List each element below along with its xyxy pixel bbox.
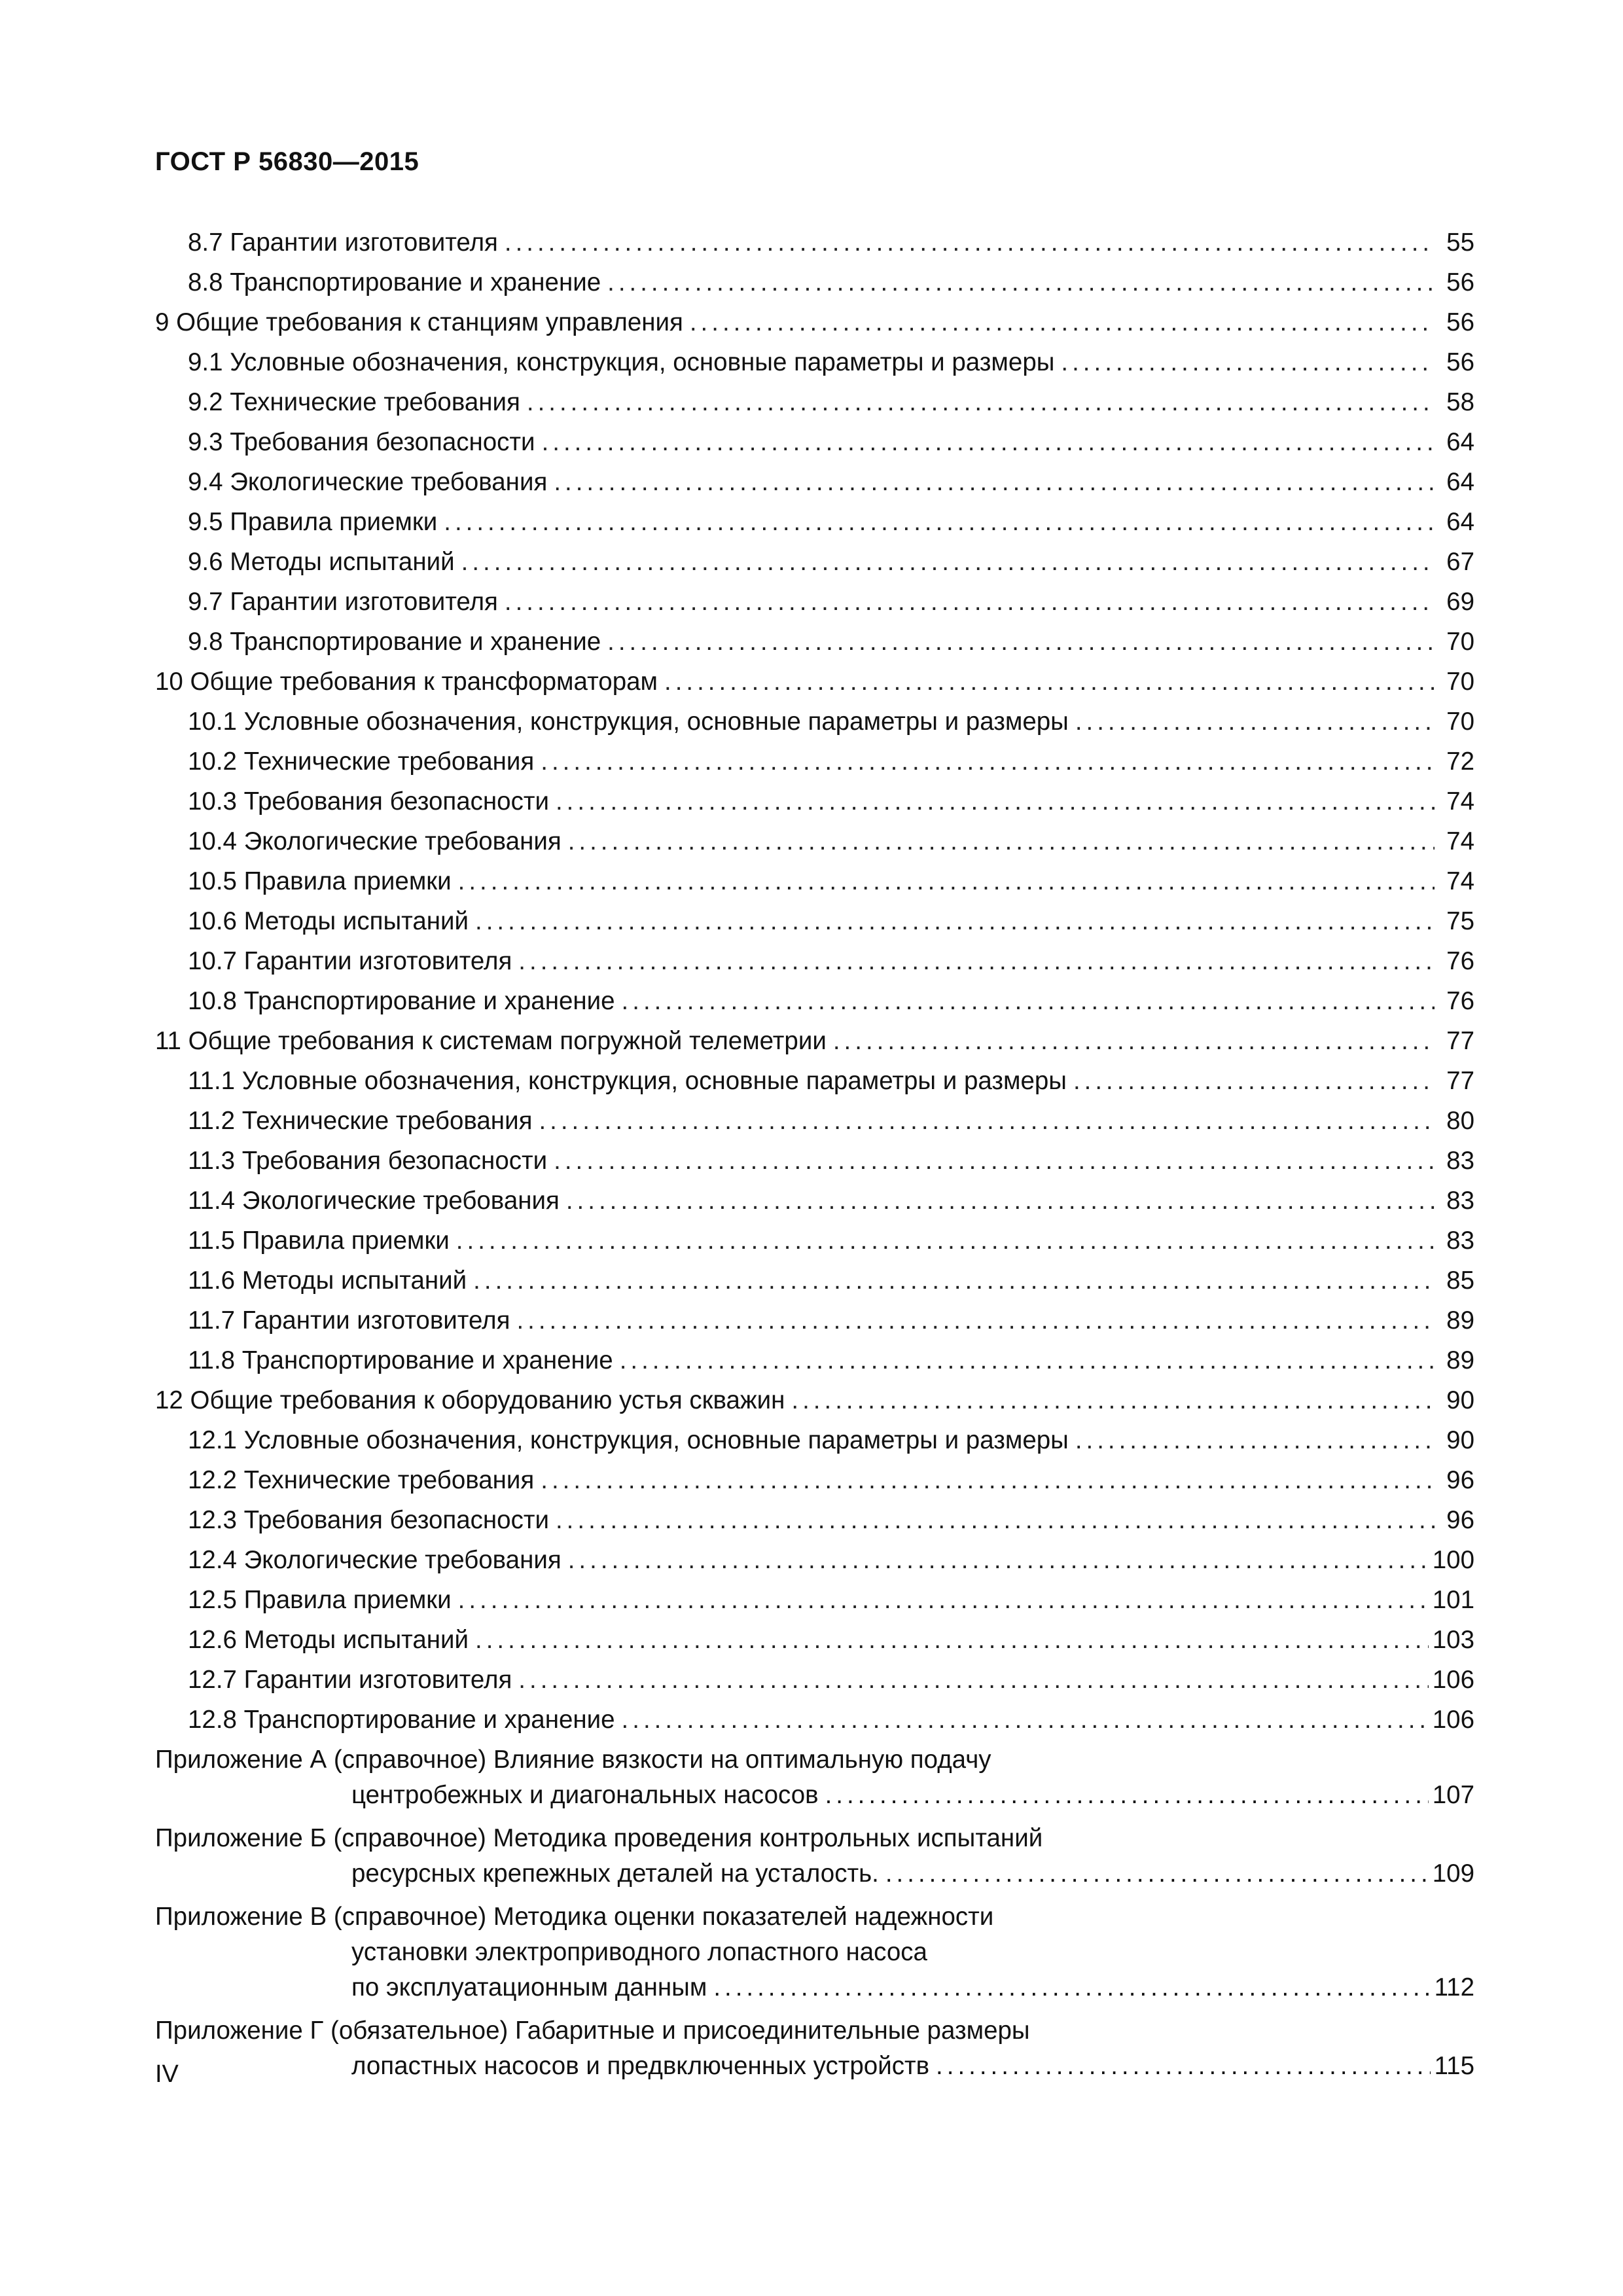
toc-appendix-entry[interactable] [155, 2013, 1474, 2084]
appendix-title-line: Приложение А (справочное) Влияние вязкости на оптимальную подачу [155, 1746, 991, 1774]
toc-page-number: 107 [1432, 1781, 1474, 1809]
toc-page-number: 77 [1446, 1027, 1474, 1055]
toc-subsection-entry[interactable] [155, 742, 1474, 781]
toc-subsection-entry[interactable] [155, 542, 1474, 582]
toc-entry-label: 12.7 Гарантии изготовителя [188, 1666, 512, 1694]
toc-entry-label: 9.3 Требования безопасности [188, 428, 535, 456]
dot-leader [518, 941, 1435, 981]
toc-page-number: 80 [1446, 1107, 1474, 1135]
toc-subsection-entry[interactable] [155, 781, 1474, 821]
toc-subsection-entry[interactable] [155, 1061, 1474, 1101]
dot-leader [568, 1540, 1429, 1580]
toc-entry-label: 10.6 Методы испытаний [188, 907, 469, 935]
toc-entry-label: 11.4 Экологические требования [188, 1187, 560, 1215]
toc-entry-label: 12.2 Технические требования [188, 1466, 535, 1494]
dot-leader [556, 1500, 1435, 1540]
toc-entry-label: 10.5 Правила приемки [188, 867, 452, 895]
toc-entry-label: 12.6 Методы испытаний [188, 1626, 469, 1654]
toc-page-number: 112 [1434, 1973, 1474, 2001]
dot-leader [505, 223, 1435, 262]
toc-page-number: 56 [1446, 348, 1474, 376]
toc-appendix-entry[interactable] [155, 1821, 1474, 1892]
toc-section-entry[interactable] [155, 662, 1474, 702]
toc-entry-label: 12.5 Правила приемки [188, 1586, 452, 1614]
dot-leader [607, 622, 1435, 662]
toc-page-number: 96 [1446, 1466, 1474, 1494]
dot-leader [518, 1660, 1428, 1700]
dot-leader [885, 1856, 1429, 1892]
appendix-last-line [155, 1856, 1474, 1892]
toc-subsection-entry[interactable] [155, 1620, 1474, 1660]
toc-entry-label: 9.4 Экологические требования [188, 468, 548, 496]
toc-page-number: 109 [1432, 1859, 1474, 1888]
toc-page-number: 100 [1432, 1546, 1474, 1574]
toc-page-number: 75 [1446, 907, 1474, 935]
dot-leader [825, 1778, 1429, 1813]
toc-entry-label: 10.1 Условные обозначения, конструкция, основные параметры и размеры [188, 708, 1069, 736]
dot-leader [541, 742, 1435, 781]
dot-leader [936, 2049, 1431, 2084]
dot-leader [542, 422, 1435, 462]
dot-leader [444, 502, 1435, 542]
dot-leader [713, 1970, 1430, 2005]
toc-page-number: 85 [1446, 1266, 1474, 1295]
appendix-last-line [155, 1778, 1474, 1813]
toc-entry-label: 9.7 Гарантии изготовителя [188, 588, 498, 616]
appendix-last-line [155, 1970, 1474, 2005]
dot-leader [1075, 702, 1435, 742]
toc-subsection-entry[interactable] [155, 342, 1474, 382]
dot-leader [1061, 342, 1435, 382]
dot-leader [527, 382, 1435, 422]
appendix-continuation-line: установки электроприводного лопастного насоса [351, 1938, 927, 1966]
toc-page-number: 106 [1432, 1666, 1474, 1694]
toc-entry-label: 9 Общие требования к станциям управления [155, 308, 683, 336]
toc-page-number: 74 [1446, 867, 1474, 895]
toc-page-number: 83 [1446, 1227, 1474, 1255]
toc-subsection-entry[interactable] [155, 1660, 1474, 1700]
toc-subsection-entry[interactable] [155, 1181, 1474, 1221]
toc-entry-label: 12.3 Требования безопасности [188, 1506, 549, 1534]
toc-entry-label: 9.8 Транспортирование и хранение [188, 628, 601, 656]
toc-entry-label: 10 Общие требования к трансформаторам [155, 668, 658, 696]
toc-subsection-entry[interactable] [155, 941, 1474, 981]
dot-leader [1075, 1420, 1435, 1460]
toc-page-number: 56 [1446, 308, 1474, 336]
dot-leader [539, 1101, 1435, 1141]
toc-page-number: 106 [1432, 1706, 1474, 1734]
toc-page-number: 70 [1446, 668, 1474, 696]
toc-entry-label: 11.8 Транспортирование и хранение [188, 1346, 613, 1374]
dot-leader [456, 1221, 1435, 1261]
toc-page-number: 69 [1446, 588, 1474, 616]
dot-leader [556, 781, 1435, 821]
toc-page-number: 115 [1434, 2052, 1474, 2080]
toc-page-number: 58 [1446, 388, 1474, 416]
dot-leader [833, 1021, 1435, 1061]
toc-subsection-entry[interactable] [155, 981, 1474, 1021]
toc-page-number: 74 [1446, 787, 1474, 816]
dot-leader [622, 1700, 1429, 1740]
toc-entry-label: 10.7 Гарантии изготовителя [188, 947, 512, 975]
toc-page-number: 76 [1446, 947, 1474, 975]
toc-entry-label: 11.3 Требования безопасности [188, 1147, 548, 1175]
toc-page-number: 76 [1446, 987, 1474, 1015]
toc-entry-label: 10.3 Требования безопасности [188, 787, 549, 816]
toc-subsection-entry[interactable] [155, 821, 1474, 861]
toc-appendix-entry[interactable] [155, 1742, 1474, 1813]
dot-leader [473, 1261, 1435, 1300]
toc-entry-label: 10.2 Технические требования [188, 747, 535, 776]
toc-subsection-entry[interactable] [155, 901, 1474, 941]
toc-entry-label: 10.4 Экологические требования [188, 827, 562, 855]
toc-entry-label: 12 Общие требования к оборудованию устья скважин [155, 1386, 785, 1414]
toc-section-entry[interactable] [155, 1021, 1474, 1061]
toc-subsection-entry[interactable] [155, 1141, 1474, 1181]
toc-subsection-entry[interactable] [155, 1420, 1474, 1460]
toc-page-number: 72 [1446, 747, 1474, 776]
appendix-last-line [155, 2049, 1474, 2084]
toc-page-number: 90 [1446, 1426, 1474, 1454]
toc-entry-label: 11.7 Гарантии изготовителя [188, 1306, 510, 1335]
toc-page-number: 90 [1446, 1386, 1474, 1414]
toc-subsection-entry[interactable] [155, 582, 1474, 622]
dot-leader [664, 662, 1435, 702]
dot-leader [620, 1340, 1435, 1380]
toc-page-number: 77 [1446, 1067, 1474, 1095]
dot-leader [607, 262, 1435, 302]
toc-page-number: 56 [1446, 268, 1474, 296]
toc-subsection-entry[interactable] [155, 861, 1474, 901]
toc-page-number: 83 [1446, 1147, 1474, 1175]
toc-page-number: 101 [1432, 1586, 1474, 1614]
toc-subsection-entry[interactable] [155, 223, 1474, 262]
dot-leader [690, 302, 1435, 342]
toc-page-number: 96 [1446, 1506, 1474, 1534]
toc-subsection-entry[interactable] [155, 1221, 1474, 1261]
toc-section-entry[interactable] [155, 1380, 1474, 1420]
toc-page-number: 64 [1446, 468, 1474, 496]
table-of-contents [155, 223, 1474, 2092]
toc-subsection-entry[interactable] [155, 1300, 1474, 1340]
toc-subsection-entry[interactable] [155, 1101, 1474, 1141]
appendix-last-line-label: центробежных и диагональных насосов [351, 1781, 819, 1809]
toc-page-number: 67 [1446, 548, 1474, 576]
toc-entry-label: 11.2 Технические требования [188, 1107, 533, 1135]
toc-entry-label: 11.5 Правила приемки [188, 1227, 450, 1255]
toc-page-number: 55 [1446, 228, 1474, 257]
appendix-title-line: Приложение В (справочное) Методика оценки показателей надежности [155, 1903, 994, 1931]
toc-subsection-entry[interactable] [155, 1340, 1474, 1380]
appendix-last-line-label: лопастных насосов и предвключенных устройств [351, 2052, 930, 2080]
toc-subsection-entry[interactable] [155, 702, 1474, 742]
toc-page-number: 64 [1446, 428, 1474, 456]
toc-entry-label: 10.8 Транспортирование и хранение [188, 987, 615, 1015]
dot-leader [505, 582, 1435, 622]
dot-leader [554, 462, 1435, 502]
dot-leader [791, 1380, 1435, 1420]
toc-entry-label: 11.6 Методы испытаний [188, 1266, 467, 1295]
dot-leader [566, 1181, 1435, 1221]
toc-entry-label: 11.1 Условные обозначения, конструкция, основные параметры и размеры [188, 1067, 1067, 1095]
toc-page-number: 70 [1446, 628, 1474, 656]
toc-entry-label: 12.4 Экологические требования [188, 1546, 562, 1574]
toc-subsection-entry[interactable] [155, 262, 1474, 302]
appendix-title-line: Приложение Б (справочное) Методика проведения контрольных испытаний [155, 1824, 1043, 1852]
toc-subsection-entry[interactable] [155, 422, 1474, 462]
document-header-id: ГОСТ Р 56830—2015 [155, 147, 419, 176]
toc-page-number: 83 [1446, 1187, 1474, 1215]
toc-entry-label: 12.8 Транспортирование и хранение [188, 1706, 615, 1734]
dot-leader [541, 1460, 1435, 1500]
toc-page-number: 74 [1446, 827, 1474, 855]
toc-subsection-entry[interactable] [155, 382, 1474, 422]
toc-subsection-entry[interactable] [155, 622, 1474, 662]
toc-entry-label: 11 Общие требования к системам погружной телеметрии [155, 1027, 827, 1055]
toc-subsection-entry[interactable] [155, 1540, 1474, 1580]
toc-page-number: 89 [1446, 1346, 1474, 1374]
dot-leader [475, 901, 1435, 941]
toc-section-entry[interactable] [155, 302, 1474, 342]
dot-leader [516, 1300, 1435, 1340]
toc-page-number: 64 [1446, 508, 1474, 536]
toc-entry-label: 12.1 Условные обозначения, конструкция, основные параметры и размеры [188, 1426, 1069, 1454]
toc-subsection-entry[interactable] [155, 1580, 1474, 1620]
toc-subsection-entry[interactable] [155, 462, 1474, 502]
toc-page-number: 103 [1432, 1626, 1474, 1654]
toc-subsection-entry[interactable] [155, 1500, 1474, 1540]
toc-page-number: 70 [1446, 708, 1474, 736]
dot-leader [475, 1620, 1429, 1660]
appendix-title-line: Приложение Г (обязательное) Габаритные и присоединительные размеры [155, 2017, 1030, 2045]
dot-leader [461, 542, 1435, 582]
dot-leader [568, 821, 1435, 861]
toc-page-number: 89 [1446, 1306, 1474, 1335]
dot-leader [458, 1580, 1429, 1620]
dot-leader [554, 1141, 1435, 1181]
dot-leader [1073, 1061, 1435, 1101]
toc-entry-label: 9.1 Условные обозначения, конструкция, основные параметры и размеры [188, 348, 1055, 376]
appendix-last-line-label: по эксплуатационным данным [351, 1973, 707, 2001]
toc-entry-label: 9.6 Методы испытаний [188, 548, 455, 576]
appendix-last-line-label: ресурсных крепежных деталей на усталость. [351, 1859, 879, 1888]
toc-entry-label: 8.7 Гарантии изготовителя [188, 228, 498, 257]
dot-leader [622, 981, 1435, 1021]
toc-subsection-entry[interactable] [155, 1460, 1474, 1500]
toc-subsection-entry[interactable] [155, 1261, 1474, 1300]
toc-subsection-entry[interactable] [155, 502, 1474, 542]
page-folio: IV [155, 2060, 179, 2088]
toc-entry-label: 8.8 Транспортирование и хранение [188, 268, 601, 296]
toc-appendix-entry[interactable] [155, 1899, 1474, 2005]
toc-entry-label: 9.5 Правила приемки [188, 508, 438, 536]
toc-subsection-entry[interactable] [155, 1700, 1474, 1740]
toc-entry-label: 9.2 Технические требования [188, 388, 520, 416]
dot-leader [458, 861, 1435, 901]
